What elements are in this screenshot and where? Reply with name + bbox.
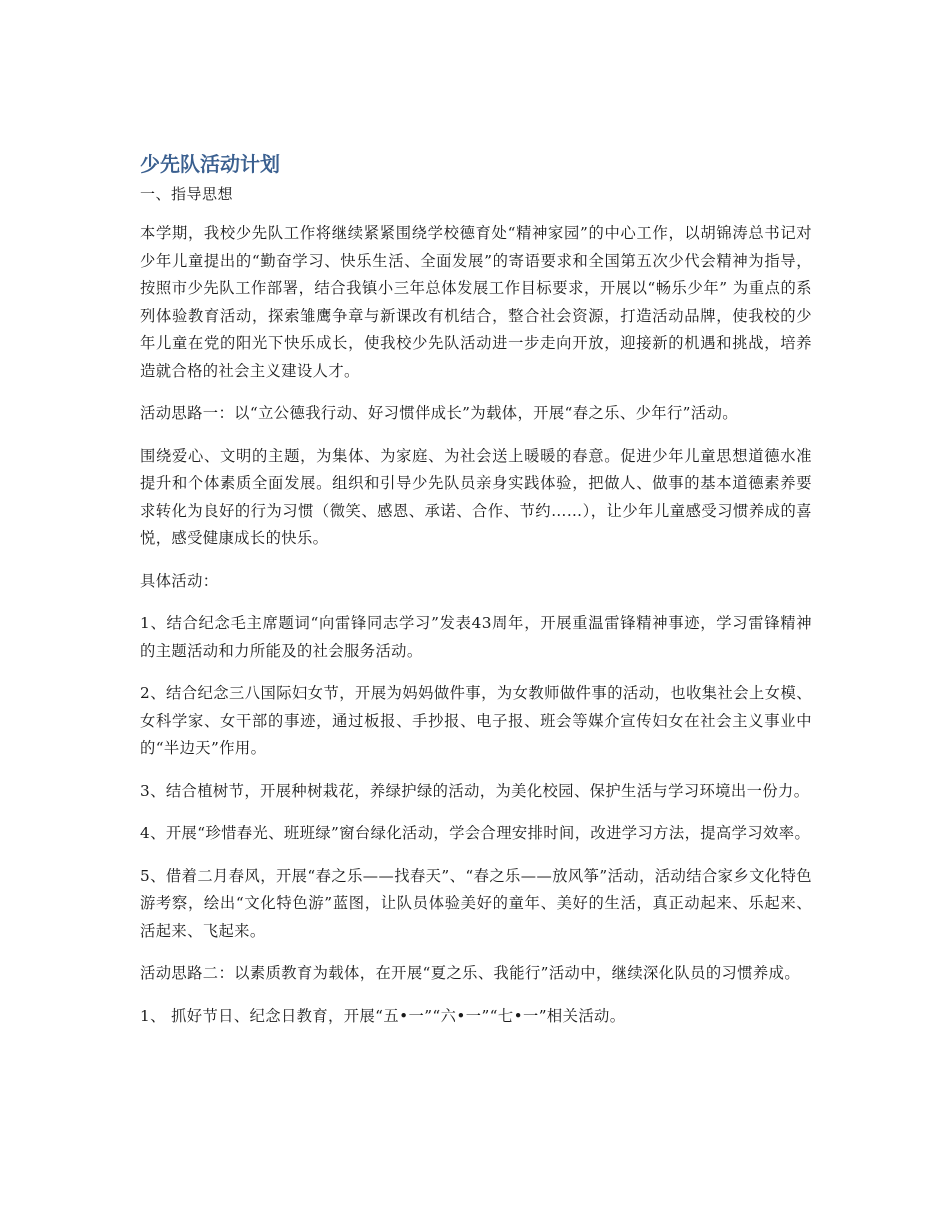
list-item-summer-1: 1、 抓好节日、纪念日教育，开展“五•一”“六•一”“七•一”相关活动。 (140, 1006, 626, 1025)
document-page (140, 150, 812, 1045)
paragraph-activity-idea-1: 活动思路一：以“立公德我行动、好习惯伴成长”为载体，开展“春之乐、少年行”活动。 (140, 404, 738, 422)
list-item-1: 1、结合纪念毛主席题词“向雷锋同志学习”发表43周年，开展重温雷锋精神事迹，学习雷锋精神的主题活动和力所能及的社会服务活动。 (140, 614, 812, 660)
section-heading: 一、指导思想 (140, 185, 234, 203)
document-title: 少先队活动计划 (140, 152, 280, 176)
paragraph-theme: 围绕爱心、文明的主题，为集体、为家庭、为社会送上暖暖的春意。促进少年儿童思想道德水准提升和个体素质全面发展。组织和引导少先队员亲身实践体验，把做人、做事的基本道德素养要求转化为良好的行为习惯（微笑、感恩、承诺、合作、节约……），让少年儿童感受习惯养成的喜悦，感受健康成长的快乐。 (140, 446, 812, 547)
paragraph-guiding-ideology: 本学期，我校少先队工作将继续紧紧围绕学校德育处“精神家园”的中心工作，以胡锦涛总书记对少年儿童提出的“勤奋学习、快乐生活、全面发展”的寄语要求和全国第五次少代会精神为指导，按照市少先队工作部署，结合我镇小三年总体发展工作目标要求，开展以“畅乐少年” 为重点的系列体验教育活动，探索雏鹰争章与新课改有机结合，整合社会资源，打造活动品牌，使我校的少年儿童在党的阳光下快乐成长，使我校少先队活动进一步走向开放，迎接新的机遇和挑战，培养造就合格的社会主义建设人才。 (140, 224, 812, 380)
list-item-4: 4、开展“珍惜春光、班班绿”窗台绿化活动，学会合理安排时间，改进学习方法，提高学习效率。 (140, 824, 811, 842)
paragraph-specific-activities: 具体活动： (140, 571, 219, 590)
paragraph-activity-idea-2: 活动思路二：以素质教育为载体，在开展“夏之乐、我能行”活动中，继续深化队员的习惯养成。 (140, 964, 801, 982)
list-item-5: 5、借着二月春风，开展“春之乐——找春天”、“春之乐——放风筝”活动，活动结合家乡文化特色游考察，绘出“文化特色游”蓝图，让队员体验美好的童年、美好的生活，真正动起来、乐起来、活起来、飞起来。 (140, 866, 812, 940)
list-item-3: 3、结合植树节，开展种树栽花，养绿护绿的活动，为美化校园、保护生活与学习环境出一份力。 (140, 781, 810, 800)
list-item-2: 2、结合纪念三八国际妇女节，开展为妈妈做件事，为女教师做件事的活动，也收集社会上女模、女科学家、女干部的事迹，通过板报、手抄报、电子报、班会等媒介宣传妇女在社会主义事业中的“半边天”作用。 (140, 684, 812, 757)
